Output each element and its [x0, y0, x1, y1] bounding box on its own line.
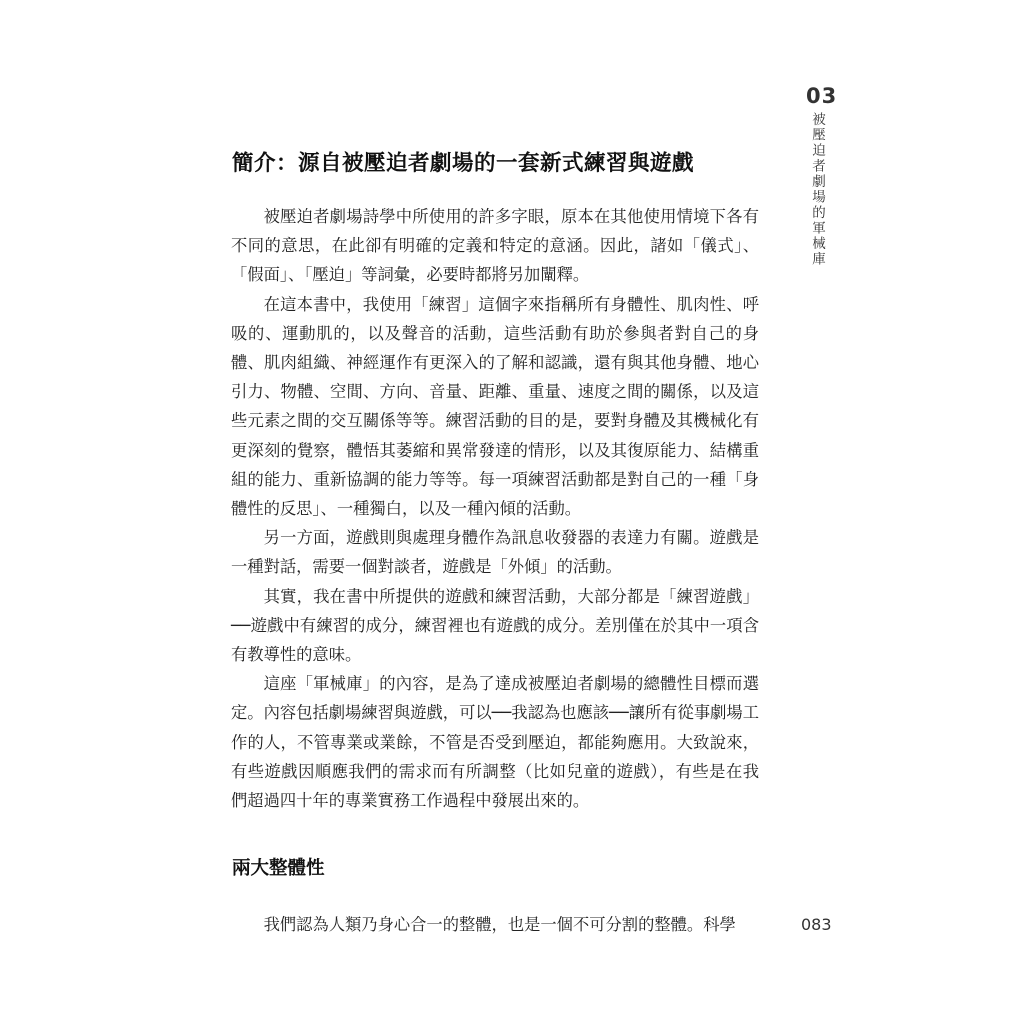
body-text	[231, 202, 759, 815]
paragraph: 其實，我在書中所提供的遊戲和練習活動，大部分都是「練習遊戲」──遊戲中有練習的成分，練習裡也有遊戲的成分。差別僅在於其中一項含有教導性的意味。	[231, 586, 759, 665]
paragraph: 這座「軍械庫」的內容，是為了達成被壓迫者劇場的總體性目標而選定。內容包括劇場練習與遊戲，可以──我認為也應該──讓所有從事劇場工作的人，不管專業或業餘，不管是否受到壓迫，都能夠應用。大致說來，有些遊戲因順應我們的需求而有所調整（比如兒童的遊戲），有些是在我們超過四十年的專業實務工作過程中發展出來的。	[231, 674, 759, 811]
chapter-number: 03	[806, 84, 838, 108]
paragraph: 被壓迫者劇場詩學中所使用的許多字眼，原本在其他使用情境下各有不同的意思，在此卻有明確的定義和特定的意涵。因此，諸如「儀式」、「假面」、「壓迫」等詞彙，必要時都將另加闡釋。	[231, 207, 759, 285]
subsection-first-line: 我們認為人類乃身心合一的整體，也是一個不可分割的整體。科學	[263, 915, 736, 934]
chapter-title: 被壓迫者劇場的軍械庫	[809, 112, 825, 267]
section-title: 簡介：源自被壓迫者劇場的一套新式練習與遊戲	[232, 151, 695, 176]
page-number: 083	[801, 915, 832, 934]
paragraph: 在這本書中，我使用「練習」這個字來指稱所有身體性、肌肉性、呼吸的、運動肌的，以及聲音的活動，這些活動有助於參與者對自己的身體、肌肉組織、神經運作有更深入的了解和認識，還有與其他身體、地心引力、物體、空間、方向、音量、距離、重量、速度之間的關係，以及這些元素之間的交互關係等等。練習活動的目的是，要對身體及其機械化有更深刻的覺察，體悟其萎縮和異常發達的情形，以及其復原能力、結構重組的能力、重新協調的能力等等。每一項練習活動都是對自己的一種「身體性的反思」、一種獨白，以及一種內傾的活動。	[231, 294, 759, 519]
paragraph: 另一方面，遊戲則與處理身體作為訊息收發器的表達力有關。遊戲是一種對話，需要一個對談者，遊戲是「外傾」的活動。	[231, 528, 759, 577]
subsection-title: 兩大整體性	[232, 858, 325, 879]
